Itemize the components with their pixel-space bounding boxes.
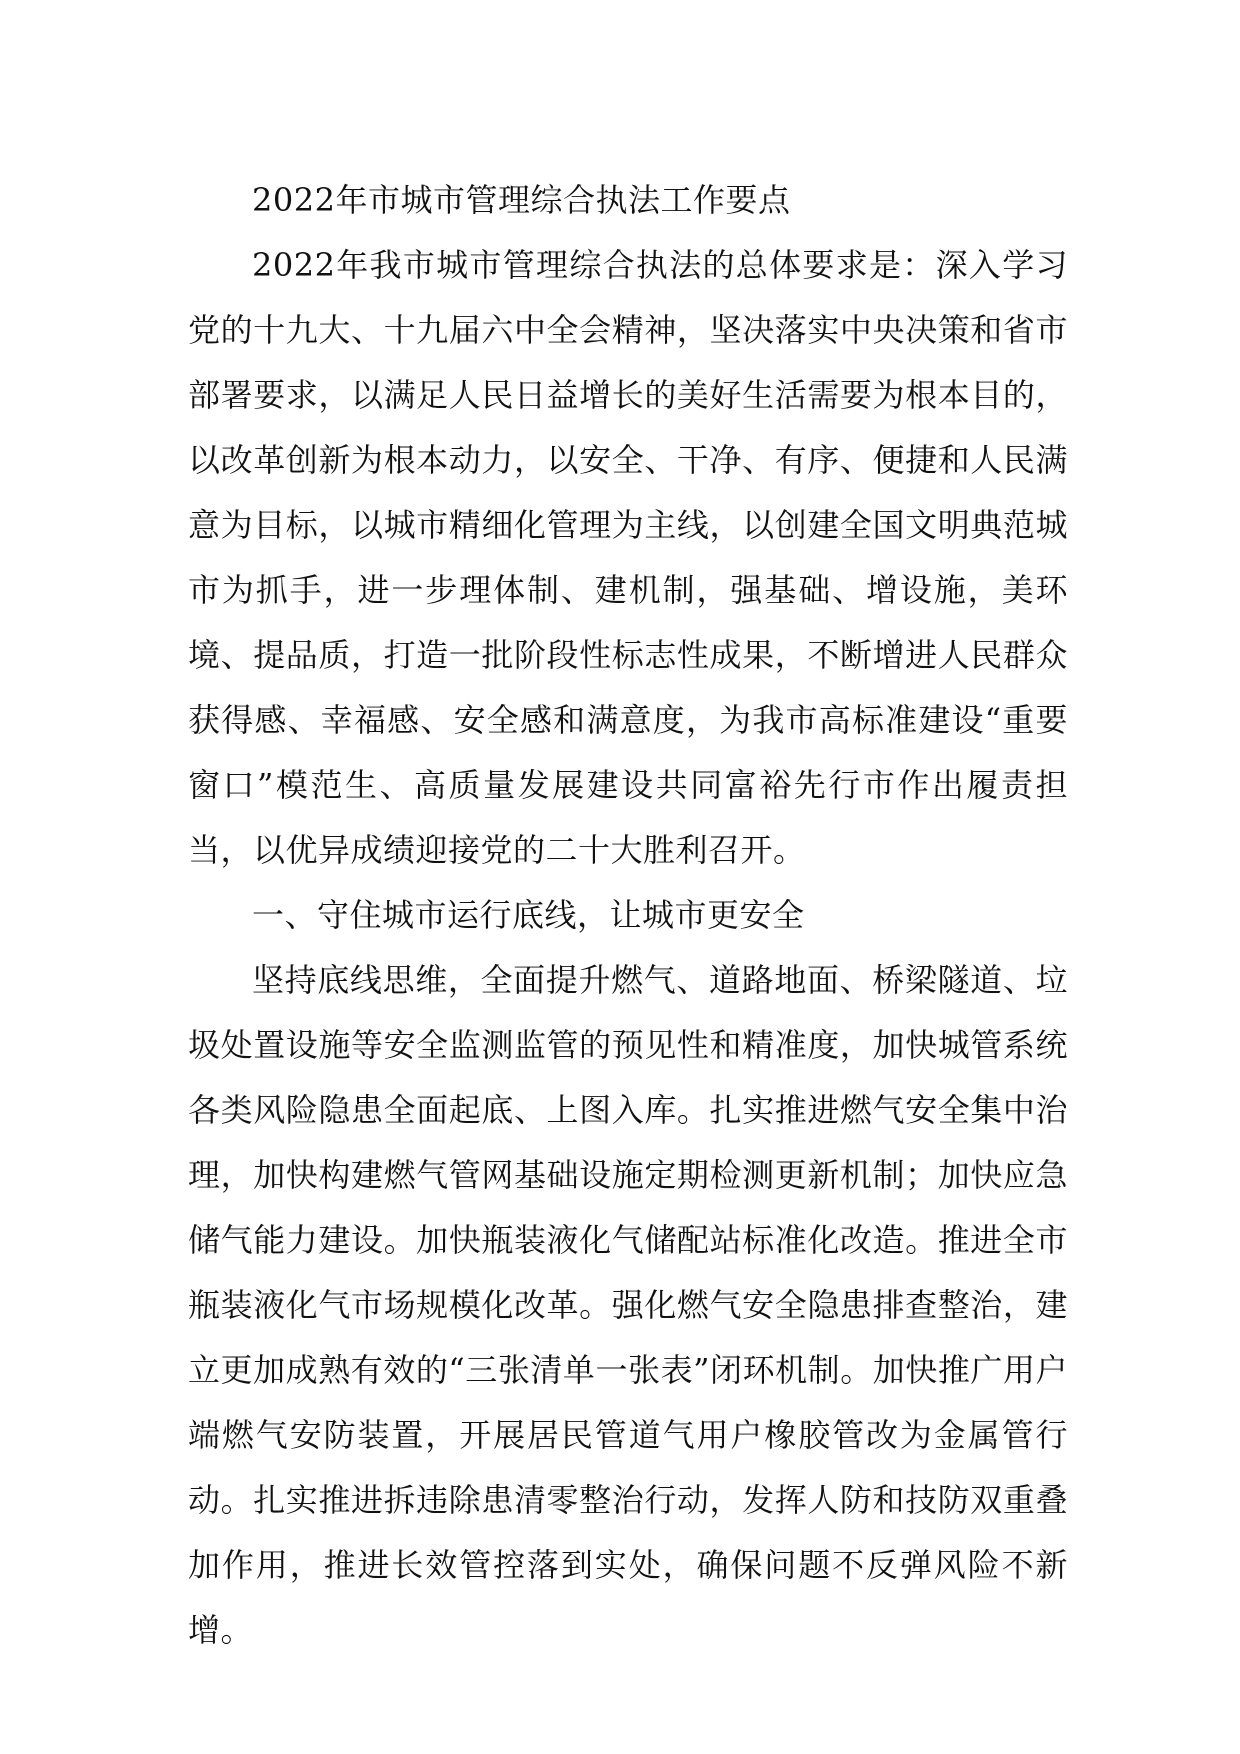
document-title: 2022年市城市管理综合执法工作要点 xyxy=(252,181,791,219)
section-heading-1: 一、守住城市运行底线，让城市更安全 xyxy=(252,896,805,934)
document-body xyxy=(188,168,1068,1663)
paragraph-section-1: 坚持底线思维，全面提升燃气、道路地面、桥梁隧道、垃圾处置设施等安全监测监管的预见性和精准度，加快城管系统各类风险隐患全面起底、上图入库。扎实推进燃气安全集中治理，加快构建燃气管网基础设施定期检测更新机制；加快应急储气能力建设。加快瓶装液化气储配站标准化改造。推进全市瓶装液化气市场规模化改革。强化燃气安全隐患排查整治，建立更加成熟有效的“三张清单一张表”闭环机制。加快推广用户端燃气安防装置，开展居民管道气用户橡胶管改为金属管行动。扎实推进拆违除患清零整治行动，发挥人防和技防双重叠加作用，推进长效管控落到实处，确保问题不反弹风险不新增。 xyxy=(188,961,1068,1649)
paragraph-general-requirements: 2022年我市城市管理综合执法的总体要求是：深入学习党的十九大、十九届六中全会精神，坚决落实中央决策和省市部署要求，以满足人民日益增长的美好生活需要为根本目的，以改革创新为根本动力，以安全、干净、有序、便捷和人民满意为目标，以城市精细化管理为主线，以创建全国文明典范城市为抓手，进一步理体制、建机制，强基础、增设施，美环境、提品质，打造一批阶段性标志性成果，不断增进人民群众获得感、幸福感、安全感和满意度，为我市高标准建设“重要窗口”模范生、高质量发展建设共同富裕先行市作出履责担当，以优异成绩迎接党的二十大胜利召开。 xyxy=(188,246,1068,869)
